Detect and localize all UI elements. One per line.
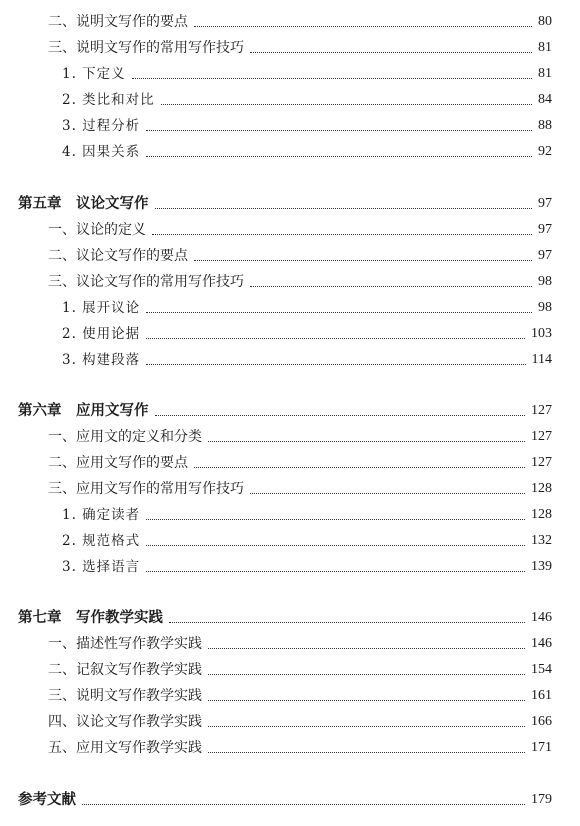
toc-chapter[interactable] bbox=[18, 191, 552, 217]
toc-references[interactable] bbox=[18, 787, 552, 813]
toc-entry-page: 146 bbox=[531, 636, 552, 651]
toc-subentry[interactable] bbox=[62, 139, 552, 165]
dot-leader bbox=[208, 674, 525, 675]
toc-subentry-label: 3. 选择语言 bbox=[62, 559, 141, 575]
toc-entry-label: 二、应用文写作的要点 bbox=[48, 455, 188, 471]
toc-entry[interactable] bbox=[48, 735, 552, 761]
toc-entry-label: 一、应用文的定义和分类 bbox=[48, 429, 202, 445]
toc-subentry[interactable] bbox=[62, 502, 552, 528]
toc-entry-page: 80 bbox=[538, 14, 552, 29]
toc-entry-label: 三、议论文写作的常用写作技巧 bbox=[48, 274, 244, 290]
toc-subentry-label: 1. 下定义 bbox=[62, 66, 126, 82]
toc-entry[interactable] bbox=[48, 35, 552, 61]
toc-subentry-page: 88 bbox=[538, 118, 552, 133]
toc-subentry[interactable] bbox=[62, 113, 552, 139]
dot-leader bbox=[208, 441, 525, 442]
toc-entry-label: 一、描述性写作教学实践 bbox=[48, 636, 202, 652]
toc-subentry-label: 1. 确定读者 bbox=[62, 507, 141, 523]
dot-leader bbox=[146, 312, 532, 313]
toc-subentry-page: 139 bbox=[531, 559, 552, 574]
toc-entry-label: 五、应用文写作教学实践 bbox=[48, 740, 202, 756]
toc-entry-page: 127 bbox=[531, 455, 552, 470]
toc-entry-label: 三、说明文写作的常用写作技巧 bbox=[48, 40, 244, 56]
dot-leader bbox=[194, 260, 532, 261]
toc-chapter-label: 第六章 应用文写作 bbox=[18, 403, 149, 419]
dot-leader bbox=[250, 493, 525, 494]
toc-chapter-page: 97 bbox=[538, 196, 552, 211]
toc-entry-label: 三、应用文写作的常用写作技巧 bbox=[48, 481, 244, 497]
toc-chapter-page: 127 bbox=[531, 403, 552, 418]
toc-subentry-label: 2. 类比和对比 bbox=[62, 92, 155, 108]
toc-subentry-page: 92 bbox=[538, 144, 552, 159]
toc-chapter-label: 第七章 写作教学实践 bbox=[18, 610, 163, 626]
toc-entry[interactable] bbox=[48, 683, 552, 709]
dot-leader bbox=[155, 415, 526, 416]
dot-leader bbox=[146, 130, 532, 131]
toc-chapter[interactable] bbox=[18, 605, 552, 631]
dot-leader bbox=[194, 467, 525, 468]
toc-entry[interactable] bbox=[48, 476, 552, 502]
dot-leader bbox=[146, 519, 525, 520]
dot-leader bbox=[146, 364, 525, 365]
toc-subentry-label: 2. 规范格式 bbox=[62, 533, 141, 549]
toc-entry-label: 四、议论文写作教学实践 bbox=[48, 714, 202, 730]
toc-subentry-page: 132 bbox=[531, 533, 552, 548]
dot-leader bbox=[146, 571, 525, 572]
dot-leader bbox=[250, 286, 532, 287]
toc-entry-label: 三、说明文写作教学实践 bbox=[48, 688, 202, 704]
toc-entry-page: 98 bbox=[538, 274, 552, 289]
toc-references-label: 参考文献 bbox=[18, 792, 76, 808]
dot-leader bbox=[250, 52, 532, 53]
dot-leader bbox=[146, 156, 532, 157]
toc-entry[interactable] bbox=[48, 657, 552, 683]
toc-subentry-label: 2. 使用论据 bbox=[62, 326, 141, 342]
toc-entry[interactable] bbox=[48, 269, 552, 295]
dot-leader bbox=[146, 338, 525, 339]
toc-entry[interactable] bbox=[48, 709, 552, 735]
toc-entry[interactable] bbox=[48, 450, 552, 476]
toc-entry-page: 81 bbox=[538, 40, 552, 55]
dot-leader bbox=[208, 752, 525, 753]
dot-leader bbox=[194, 26, 532, 27]
toc-subentry[interactable] bbox=[62, 87, 552, 113]
toc-entry-page: 128 bbox=[531, 481, 552, 496]
toc-subentry[interactable] bbox=[62, 528, 552, 554]
toc-subentry-label: 3. 过程分析 bbox=[62, 118, 141, 134]
toc-entry[interactable] bbox=[48, 631, 552, 657]
toc-chapter-page: 146 bbox=[531, 610, 552, 625]
toc-subentry-page: 114 bbox=[531, 352, 552, 367]
toc-entry-page: 97 bbox=[538, 248, 552, 263]
dot-leader bbox=[132, 78, 532, 79]
toc-entry-label: 一、议论的定义 bbox=[48, 222, 146, 238]
dot-leader bbox=[208, 648, 525, 649]
toc-entry[interactable] bbox=[48, 243, 552, 269]
dot-leader bbox=[82, 804, 525, 805]
toc-entry-page: 127 bbox=[531, 429, 552, 444]
toc-subentry-label: 3. 构建段落 bbox=[62, 352, 141, 368]
toc-entry-label: 二、记叙文写作教学实践 bbox=[48, 662, 202, 678]
toc-entry-page: 154 bbox=[531, 662, 552, 677]
toc-subentry-page: 103 bbox=[531, 326, 552, 341]
toc-subentry-label: 4. 因果关系 bbox=[62, 144, 141, 160]
toc-entry-page: 171 bbox=[531, 740, 552, 755]
toc-subentry-page: 128 bbox=[531, 507, 552, 522]
toc-subentry-page: 84 bbox=[538, 92, 552, 107]
toc-entry[interactable] bbox=[48, 217, 552, 243]
dot-leader bbox=[146, 545, 525, 546]
toc-subentry-page: 81 bbox=[538, 66, 552, 81]
toc-entry[interactable] bbox=[48, 9, 552, 35]
toc-subentry[interactable] bbox=[62, 554, 552, 580]
toc-chapter[interactable] bbox=[18, 398, 552, 424]
toc-subentry-page: 98 bbox=[538, 300, 552, 315]
dot-leader bbox=[152, 234, 532, 235]
dot-leader bbox=[208, 726, 525, 727]
toc-chapter-label: 第五章 议论文写作 bbox=[18, 196, 149, 212]
dot-leader bbox=[208, 700, 525, 701]
toc-subentry[interactable] bbox=[62, 347, 552, 373]
dot-leader bbox=[155, 208, 533, 209]
dot-leader bbox=[161, 104, 532, 105]
toc-subentry[interactable] bbox=[62, 295, 552, 321]
toc-entry-page: 97 bbox=[538, 222, 552, 237]
toc-entry-label: 二、议论文写作的要点 bbox=[48, 248, 188, 264]
toc-entry-page: 161 bbox=[531, 688, 552, 703]
toc-entry-label: 二、说明文写作的要点 bbox=[48, 14, 188, 30]
toc-entry-page: 166 bbox=[531, 714, 552, 729]
toc-subentry-label: 1. 展开议论 bbox=[62, 300, 141, 316]
toc-references-page: 179 bbox=[531, 792, 552, 807]
dot-leader bbox=[169, 622, 525, 623]
toc-entry[interactable] bbox=[48, 424, 552, 450]
toc-subentry[interactable] bbox=[62, 61, 552, 87]
toc-subentry[interactable] bbox=[62, 321, 552, 347]
